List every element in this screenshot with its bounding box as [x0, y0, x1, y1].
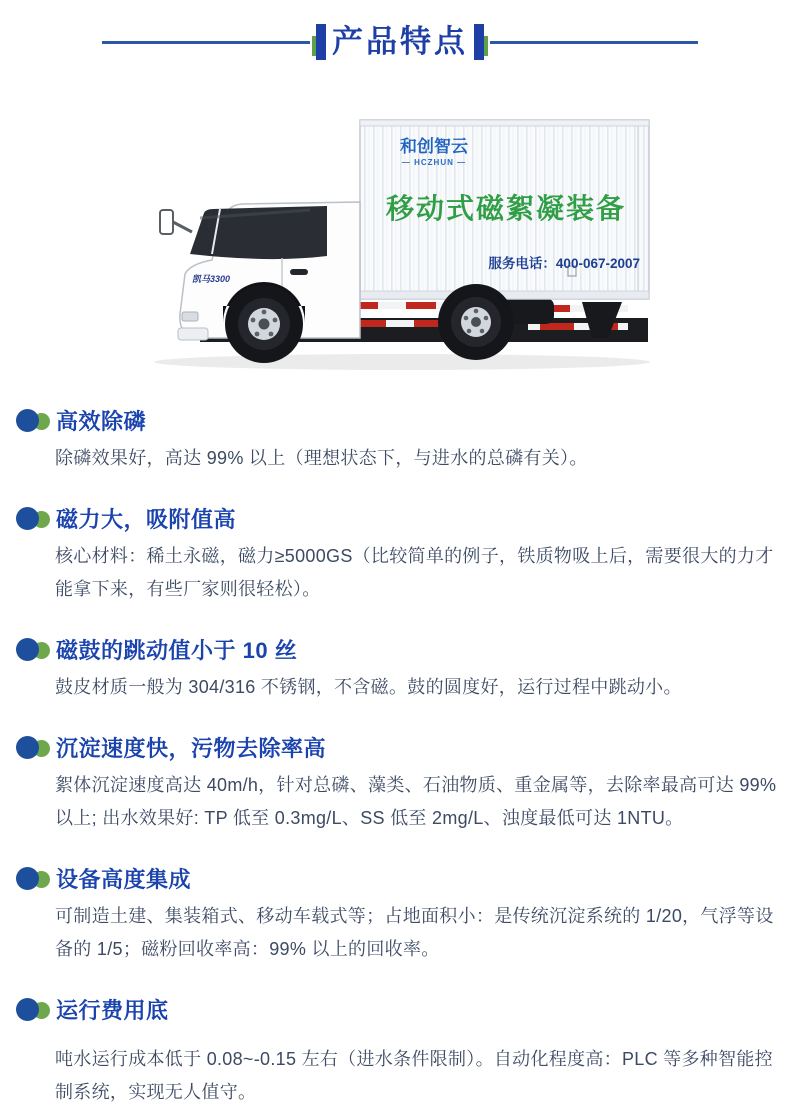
- truck-door-badge: 凯马3300: [192, 274, 231, 284]
- feature-section-4: [16, 732, 788, 835]
- dual-circle-bullet-icon: [16, 998, 56, 1022]
- feature-body: 可制造土建、集装箱式、移动车载式等；占地面积小：是传统沉淀系统的 1/20，气浮等设备的 1/5；磁粉回收率高：99% 以上的回收率。: [55, 906, 774, 959]
- truck-slogan-text: 移动式磁絮凝装备: [385, 193, 627, 224]
- feature-section-2: [16, 503, 788, 606]
- feature-body: 吨水运行成本低于 0.08~-0.15 左右（进水条件限制）。自动化程度高：PLC 等多种智能控制系统，实现无人值守。: [55, 1049, 773, 1102]
- feature-heading: 高效除磷: [56, 409, 147, 434]
- feature-heading: 磁鼓的跳动值小于 10 丝: [56, 638, 298, 663]
- truck-rear-wheel: [438, 284, 514, 360]
- truck-logo-subtext: — HCZHUN —: [401, 158, 467, 167]
- header-left-line: [102, 41, 310, 44]
- feature-heading: 沉淀速度快，污物去除率高: [56, 736, 327, 761]
- feature-section-5: [16, 863, 788, 966]
- header-left-bar-icon: [310, 22, 326, 62]
- header-right-bar-icon: [474, 22, 490, 62]
- truck-logo-text: 和创智云: [400, 137, 468, 156]
- feature-list: [0, 383, 800, 1109]
- truck-shadow: [154, 354, 650, 370]
- feature-heading: 设备高度集成: [56, 867, 192, 892]
- truck-illustration: [130, 106, 670, 378]
- feature-section-6: [16, 994, 788, 1109]
- feature-heading: 运行费用底: [56, 998, 169, 1023]
- dual-circle-bullet-icon: [16, 867, 56, 891]
- feature-body: 除磷效果好，高达 99% 以上（理想状态下，与进水的总磷有关）。: [55, 448, 588, 468]
- truck-image: [130, 106, 670, 383]
- header-right-line: [490, 41, 698, 44]
- dual-circle-bullet-icon: [16, 409, 56, 433]
- feature-body: 鼓皮材质一般为 304/316 不锈钢，不含磁。鼓的圆度好，运行过程中跳动小。: [55, 677, 682, 697]
- feature-body: 核心材料：稀土永磁，磁力≥5000GS（比较简单的例子，铁质物吸上后，需要很大的力才能拿下来，有些厂家则很轻松）。: [55, 546, 774, 599]
- feature-body: 絮体沉淀速度高达 40m/h，针对总磷、藻类、石油物质、重金属等，去除率最高可达 99% 以上; 出水效果好: TP 低至 0.3mg/L、SS 低至 2mg/L、浊度最低可达 1NTU。: [55, 775, 777, 828]
- feature-section-3: [16, 634, 788, 704]
- truck-phone-text: 服务电话：400-067-2007: [488, 256, 640, 271]
- feature-section-1: [16, 405, 788, 475]
- section-header: [0, 20, 800, 64]
- dual-circle-bullet-icon: [16, 736, 56, 760]
- dual-circle-bullet-icon: [16, 507, 56, 531]
- page-title: 产品特点: [332, 24, 468, 59]
- truck-front-wheel: [223, 282, 305, 363]
- dual-circle-bullet-icon: [16, 638, 56, 662]
- feature-heading: 磁力大，吸附值高: [56, 507, 237, 532]
